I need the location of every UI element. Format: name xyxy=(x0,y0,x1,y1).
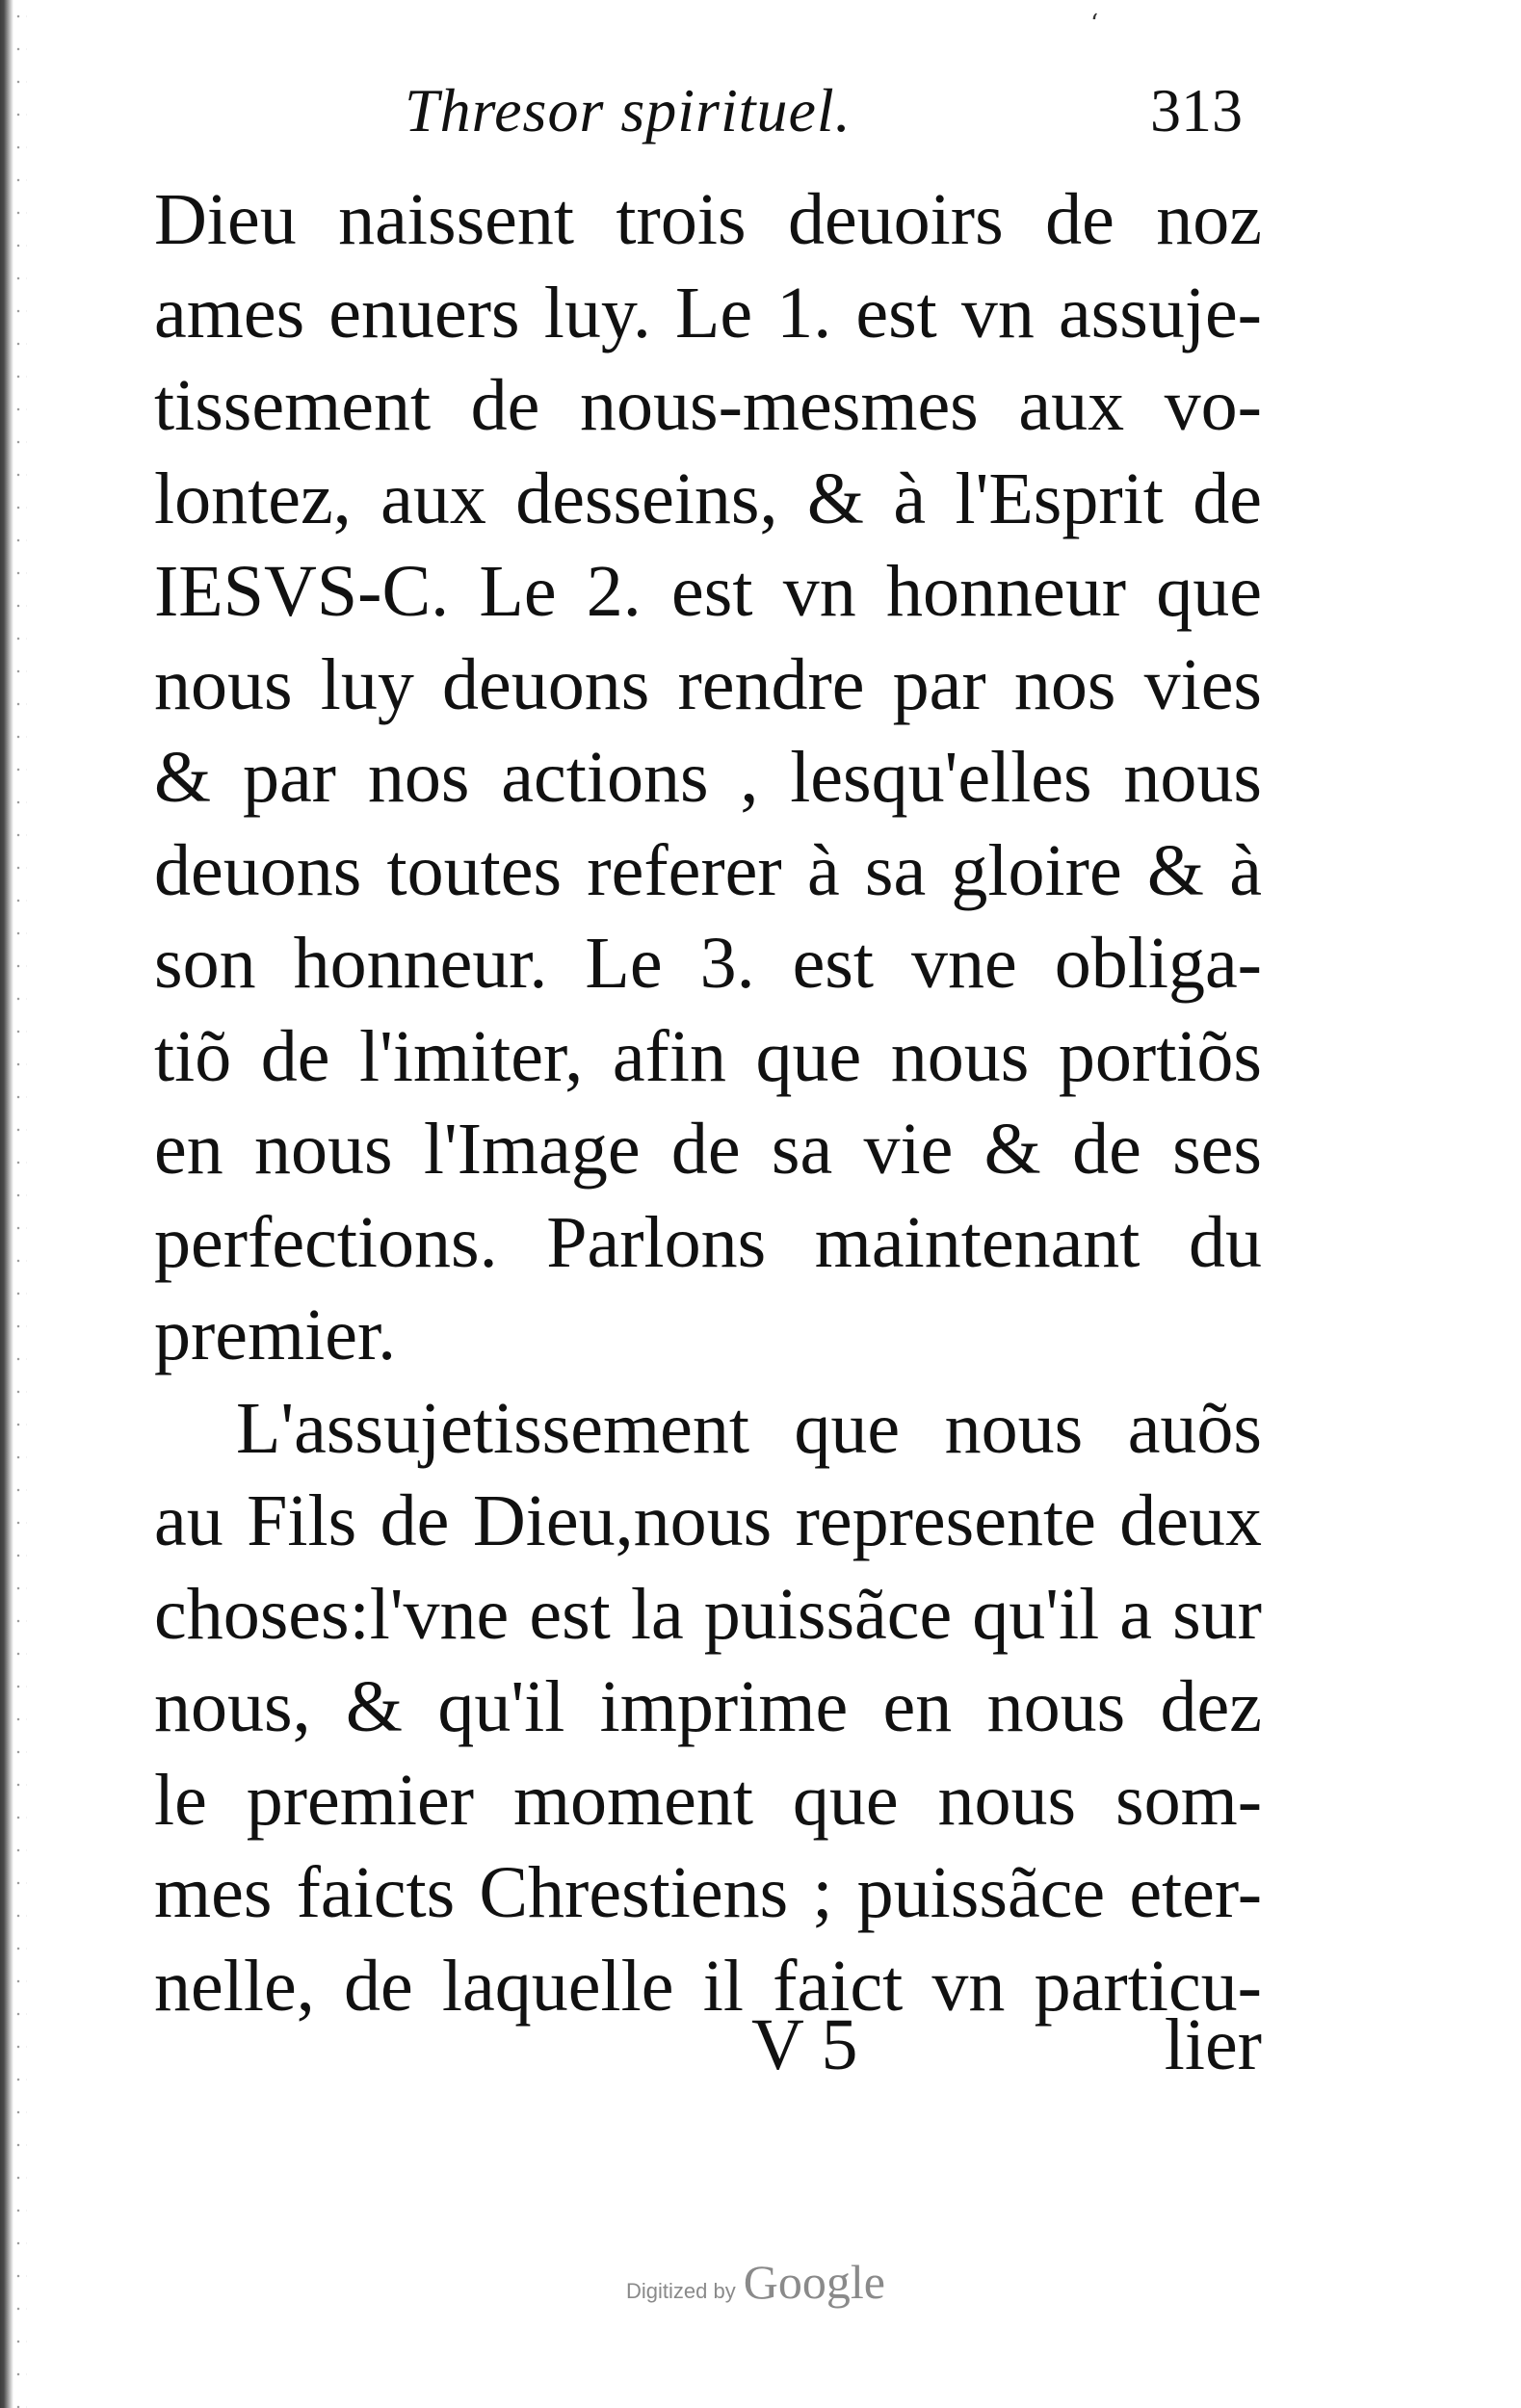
binding-edge xyxy=(0,0,13,2408)
binding-specks xyxy=(13,0,27,2408)
paragraph-start-line: L'assujetissement que nous auõs xyxy=(236,1387,1262,1469)
text-line: nous, & qu'il imprime en nous dez xyxy=(154,1666,1262,1747)
signature-mark: V 5 xyxy=(751,2004,858,2085)
page-number: 313 xyxy=(1150,76,1243,144)
running-head xyxy=(405,75,1272,162)
text-line: mes faicts Chrestiens ; puissãce eter- xyxy=(154,1852,1262,1933)
catchword: lier xyxy=(1164,2004,1262,2085)
text-line: nous luy deuons rendre par nos vies xyxy=(154,643,1262,725)
text-line: choses:l'vne est la puissãce qu'il a sur xyxy=(154,1573,1262,1655)
text-line: ames enuers luy. Le 1. est vn assuje- xyxy=(154,272,1262,353)
text-line: deuons toutes referer à sa gloire & à xyxy=(154,829,1262,911)
text-line: & par nos actions , lesqu'elles nous xyxy=(154,737,1262,818)
text-line: en nous l'Image de sa vie & de ses xyxy=(154,1109,1262,1190)
text-line: perfections. Parlons maintenant du xyxy=(154,1201,1262,1283)
text-line: tiõ de l'imiter, afin que nous portiõs xyxy=(154,1015,1262,1097)
text-line: tissement de nous-mesmes aux vo- xyxy=(154,365,1262,446)
page-footer xyxy=(154,2003,1262,2100)
google-logo: Google xyxy=(743,2255,885,2309)
corner-speck: ‘ xyxy=(1090,10,1099,39)
text-line: IESVS-C. Le 2. est vn honneur que xyxy=(154,551,1262,632)
text-line: nelle, de laquelle il faict vn particu- xyxy=(154,1945,1262,2027)
text-line: Dieu naissent trois deuoirs de noz xyxy=(154,179,1262,260)
text-line: le premier moment que nous som- xyxy=(154,1759,1262,1841)
text-line: son honneur. Le 3. est vne obliga- xyxy=(154,923,1262,1004)
paragraph-end-line: premier. xyxy=(154,1295,397,1375)
running-title: Thresor spirituel. xyxy=(405,76,852,144)
text-block xyxy=(154,173,1262,2032)
text-line: au Fils de Dieu,nous represente deux xyxy=(154,1480,1262,1561)
watermark-prefix: Digitized by xyxy=(626,2279,736,2303)
digitization-watermark xyxy=(626,2254,885,2312)
text-line: lontez, aux desseins, & à l'Esprit de xyxy=(154,458,1262,539)
